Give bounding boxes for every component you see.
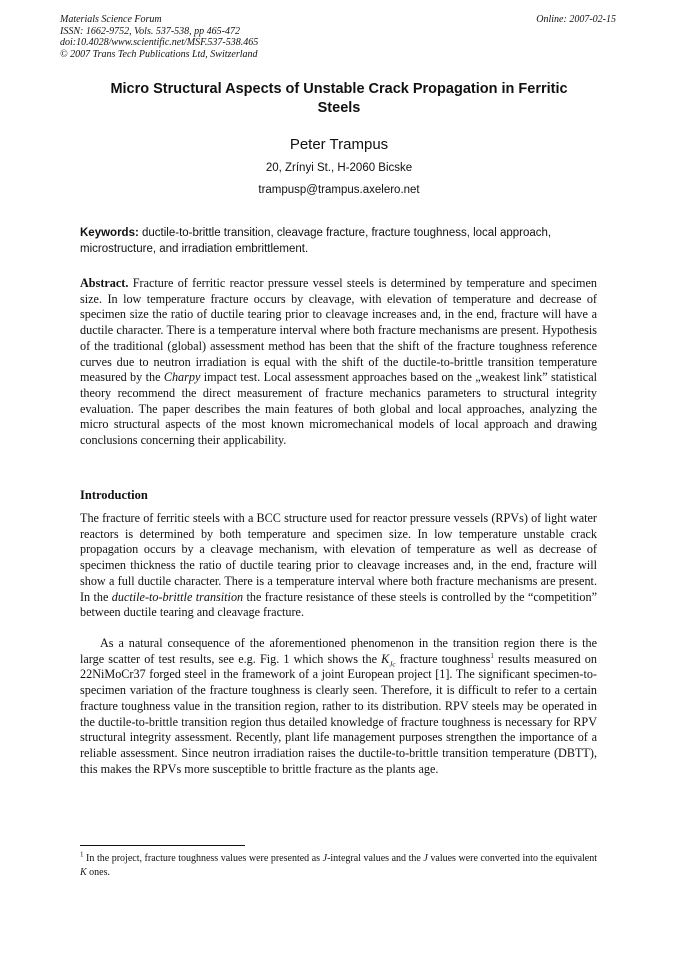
paper-title bbox=[82, 80, 596, 118]
title-line-2: Steels bbox=[317, 100, 361, 116]
introduction-paragraph-1 bbox=[80, 511, 597, 621]
footnote-text-4: ones. bbox=[86, 866, 111, 878]
keywords-section bbox=[80, 225, 597, 257]
footnote-ref: 1 bbox=[490, 651, 494, 660]
p2-text-2: fracture toughness bbox=[395, 651, 491, 666]
footnote-j-2: J bbox=[423, 853, 428, 864]
abstract-text-2: impact test. Local assessment approaches based on the „weakest link” statistical theory recommend the direct measurement of fracture mechanics parameters to structural integrity evaluation. The paper describes the main features of both global and local approaches, analyzing the micro structural aspects of the most known micromechanical models of local approach and drawing conclusions concerning their applicability. bbox=[80, 370, 597, 448]
author-address: 20, Zrínyi St., H-2060 Bicske bbox=[265, 162, 413, 174]
abstract-label: Abstract. bbox=[80, 276, 129, 290]
copyright-line: © 2007 Trans Tech Publications Ltd, Switzerland bbox=[60, 48, 258, 60]
issn-line: ISSN: 1662-9752, Vols. 537-538, pp 465-472 bbox=[60, 25, 240, 37]
keywords-label: Keywords: bbox=[80, 227, 139, 239]
kjc-symbol: K bbox=[381, 651, 390, 666]
abstract-section bbox=[80, 276, 597, 449]
p1-italic: ductile-to-brittle transition bbox=[111, 589, 244, 604]
title-line-1: Micro Structural Aspects of Unstable Crack Propagation in Ferritic bbox=[110, 81, 568, 97]
p1-text-2: the fracture resistance of these steels is controlled by the “competition” between ductile tearing and cleavage fracture. bbox=[80, 589, 597, 620]
journal-name: Materials Science Forum bbox=[60, 14, 162, 25]
introduction-heading: Introduction bbox=[80, 488, 148, 502]
footnote-text-3: values were converted into the equivalent bbox=[427, 853, 598, 864]
p2-text-3: results measured on 22NiMoCr37 forged steel in the framework of a joint European project [1]. The significant specimen-to-specimen variation of the fracture toughness is clearly seen. Therefore, it is difficult to refer to a certain fracture toughness value in the transition region, rather to its distribution. RPV steels may be operated in the ductile-to-brittle transition region thus detailed knowledge of fracture toughness is necessary for RPV structural integrity assessment. Recently, plant life management purposes strengthen the importance of a reliable assessment. Since neutron irradiation raises the ductile-to-brittle transition temperature (DBTT), this makes the RPVs more susceptible to brittle fracture as the plants age. bbox=[80, 651, 597, 776]
p2-text-1: As a natural consequence of the aforementioned phenomenon in the transition region there is the large scatter of test results, see e.g. Fig. 1 which shows the bbox=[80, 636, 597, 666]
page-header bbox=[60, 14, 616, 60]
footnote-k: K bbox=[80, 866, 87, 878]
footnote-marker: 1 bbox=[80, 850, 84, 859]
footnote-j-1: J bbox=[322, 853, 328, 864]
introduction-paragraph-2 bbox=[80, 636, 597, 777]
footnote-text-1: In the project, fracture toughness values were presented as bbox=[83, 853, 323, 864]
footnote-divider bbox=[80, 845, 245, 846]
p1-text-1: The fracture of ferritic steels with a BCC structure used for reactor pressure vessels (RPVs) of light water reactors is determined by both temperature and specimen size. In low temperature unstable crack propagation occurs by a cleavage mechanism, with elevation of temperature as well as decrease of specimen thickness the ratio of ductile tearing prior to cleavage increases and, in the end, fracture will show a full ductile character. There is a temperature interval where both fracture mechanisms are present. In the bbox=[80, 511, 597, 604]
doi-line: doi:10.4028/www.scientific.net/MSF.537-538.465 bbox=[60, 37, 259, 48]
online-date: Online: 2007-02-15 bbox=[536, 14, 616, 25]
footnote-text-2: -integral values and the bbox=[327, 853, 424, 864]
keywords-text: ductile-to-brittle transition, cleavage fracture, fracture toughness, local approach, microstructure, and irradiation embrittlement. bbox=[80, 227, 552, 255]
abstract-italic: Charpy bbox=[163, 370, 201, 385]
author-email: trampusp@trampus.axelero.net bbox=[258, 184, 420, 196]
kjc-subscript: Jc bbox=[389, 660, 396, 669]
footnote bbox=[80, 852, 597, 879]
author-name: Peter Trampus bbox=[289, 136, 389, 153]
abstract-text-1: Fracture of ferritic reactor pressure vessel steels is determined by temperature and specimen size. In low temperature fracture occurs by cleavage, with elevation of temperature and decrease of specimen size the ratio of ductile tearing prior to cleavage increases and, in the end, fracture will have a ductile character. There is a temperature interval where both fracture mechanisms are present. Hypothesis of the traditional (global) assessment method has been that the shift of the fracture toughness reference curves due to neutron irradiation is equal with the shift of the ductile-to-brittle transition temperature measured by the bbox=[80, 276, 597, 385]
